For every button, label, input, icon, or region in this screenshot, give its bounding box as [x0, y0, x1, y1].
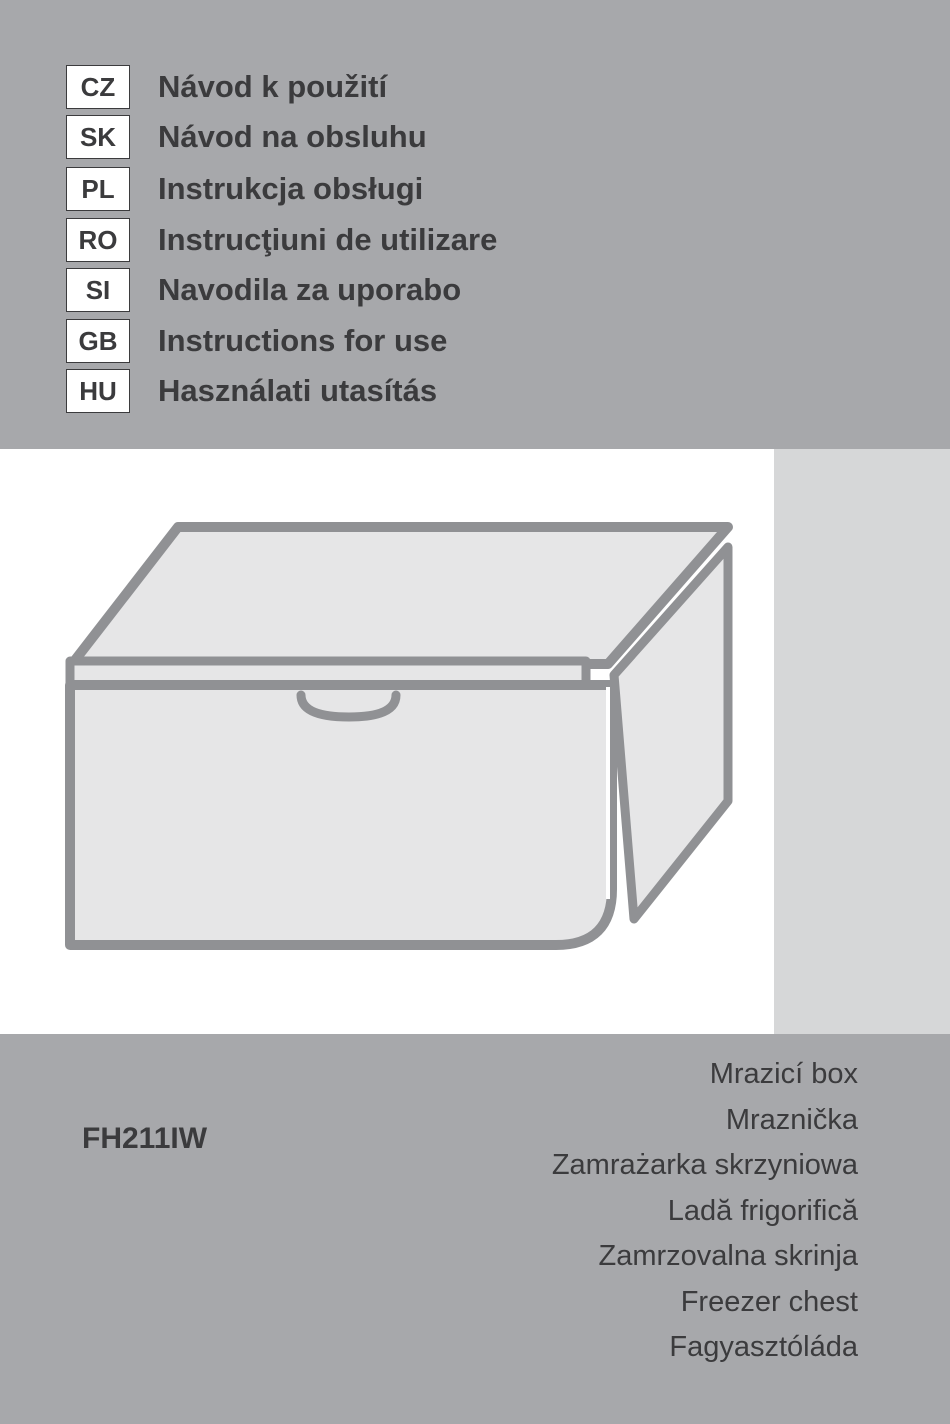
language-title: Instrucţiuni de utilizare — [158, 222, 498, 257]
language-code-badge: CZ — [66, 65, 130, 109]
language-row-gb — [66, 318, 447, 364]
language-title: Návod k použití — [158, 69, 388, 104]
product-name: Freezer chest — [680, 1285, 858, 1318]
product-name: Mraznička — [725, 1103, 858, 1136]
language-code-badge: SK — [66, 115, 130, 159]
language-row-si — [66, 267, 461, 313]
language-row-pl — [66, 166, 423, 212]
language-row-sk — [66, 114, 427, 160]
language-title: Instrukcja obsługi — [158, 171, 424, 206]
language-code-badge: PL — [66, 167, 130, 211]
product-name: Ladă frigorifică — [667, 1194, 858, 1227]
model-number: FH211IW — [82, 1122, 208, 1155]
language-row-hu — [66, 368, 437, 414]
language-title: Návod na obsluhu — [158, 119, 427, 154]
language-code-badge: HU — [66, 369, 130, 413]
language-row-ro — [66, 217, 497, 263]
language-code-badge: GB — [66, 319, 130, 363]
product-name: Mrazicí box — [709, 1058, 858, 1090]
language-title: Navodila za uporabo — [158, 272, 462, 307]
product-name: Zamrażarka skrzyniowa — [551, 1149, 858, 1181]
freezer-chest-illustration — [0, 449, 774, 1034]
language-title: Használati utasítás — [158, 373, 438, 408]
product-name-list — [552, 1052, 858, 1371]
side-strip — [774, 449, 950, 1034]
language-header-band — [0, 0, 950, 449]
freezer-front-body — [70, 685, 612, 945]
product-name: Fagyasztóláda — [669, 1331, 858, 1363]
language-title: Instructions for use — [158, 323, 448, 358]
freezer-lid-top — [72, 527, 728, 664]
product-name: Zamrzovalna skrinja — [598, 1240, 858, 1272]
language-code-badge: SI — [66, 268, 130, 312]
language-row-cz — [66, 64, 387, 110]
language-code-badge: RO — [66, 218, 130, 262]
